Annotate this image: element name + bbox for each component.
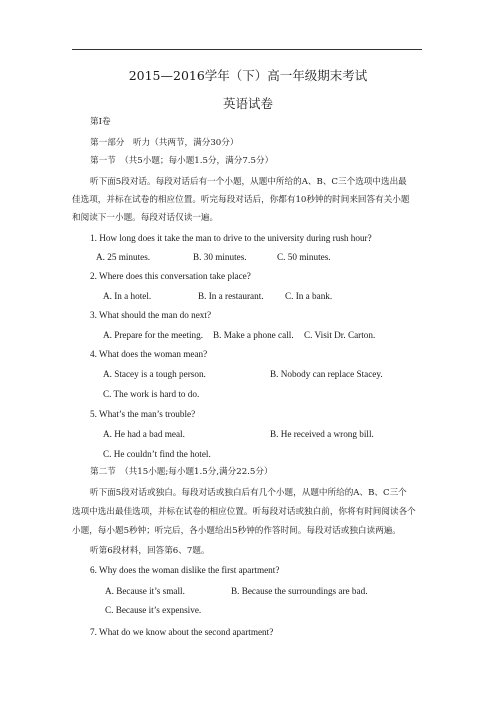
option: C. Visit Dr. Carton. bbox=[304, 330, 376, 340]
instruction-line: 佳选项，并标在试卷的相应位置。听完每段对话后，你都有10秒钟的时间来回答有关小题 bbox=[72, 195, 410, 205]
instruction-line: 听下面5段对话。每段对话后有一个小题，从题中所给的A、B、C三个选项中选出最 bbox=[90, 177, 407, 187]
question-stem: 5. What’s the man’s trouble? bbox=[90, 409, 196, 419]
option: A. Because it’s small. bbox=[105, 586, 185, 596]
option: A. Prepare for the meeting. bbox=[103, 330, 204, 340]
option: C. The work is hard to do. bbox=[103, 389, 200, 399]
question-stem: 1. How long does it take the man to drive to the university during rush hour? bbox=[90, 233, 372, 243]
header-rule bbox=[72, 49, 422, 50]
section-heading: 第二节 （共15小题;每小题1.5分,满分22.5分） bbox=[90, 467, 273, 477]
question-stem: 2. Where does this conversation take place? bbox=[90, 271, 251, 281]
option: B. He received a wrong bill. bbox=[270, 429, 374, 439]
part-heading: 第一部分 听力（共两节，满分30分） bbox=[90, 138, 239, 148]
option: A. He had a bad meal. bbox=[103, 429, 185, 439]
option: A. In a hotel. bbox=[103, 291, 152, 301]
option: B. In a restaurant. bbox=[198, 291, 264, 301]
option: B. Make a phone call. bbox=[213, 330, 294, 340]
option: A. Stacey is a tough person. bbox=[103, 369, 206, 379]
option: C. He couldn’t find the hotel. bbox=[103, 449, 211, 459]
option: C. In a bank. bbox=[285, 291, 333, 301]
question-stem: 3. What should the man do next? bbox=[90, 310, 212, 320]
instruction-line: 选项中选出最佳选项，并标在试卷的相应位置。听每段对话或独白前，你将有时间阅读各个 bbox=[72, 507, 416, 517]
question-stem: 7. What do we know about the second apartment? bbox=[90, 627, 274, 637]
section-heading: 第一节 （共5小题；每小题1.5分，满分7.5分） bbox=[90, 156, 274, 166]
option: A. 25 minutes. bbox=[96, 252, 151, 262]
option: C. 50 minutes. bbox=[277, 252, 331, 262]
volume-label: 第I卷 bbox=[90, 117, 111, 127]
instruction-line: 小题，每小题5秒钟；听完后，各小题给出5秒钟的作答时间。每段对话或独白读两遍。 bbox=[72, 526, 401, 536]
instruction-line: 听下面5段对话或独白。每段对话或独白后有几个小题，从题中所给的A、B、C三个 bbox=[90, 488, 407, 498]
question-stem: 4. What does the woman mean? bbox=[90, 349, 208, 359]
option: B. Nobody can replace Stacey. bbox=[270, 369, 383, 379]
exam-title: 2015—2016学年（下）高一年级期末考试 bbox=[128, 68, 368, 83]
question-stem: 6. Why does the woman dislike the first apartment? bbox=[90, 565, 280, 575]
instruction-line: 和阅读下一小题。每段对话仅读一遍。 bbox=[72, 213, 219, 223]
material-note: 听第6段材料，回答第6、7题。 bbox=[90, 546, 210, 556]
option: B. 30 minutes. bbox=[193, 252, 247, 262]
exam-subtitle: 英语试卷 bbox=[222, 96, 273, 111]
option: B. Because the surroundings are bad. bbox=[231, 586, 368, 596]
option: C. Because it’s expensive. bbox=[105, 605, 202, 615]
